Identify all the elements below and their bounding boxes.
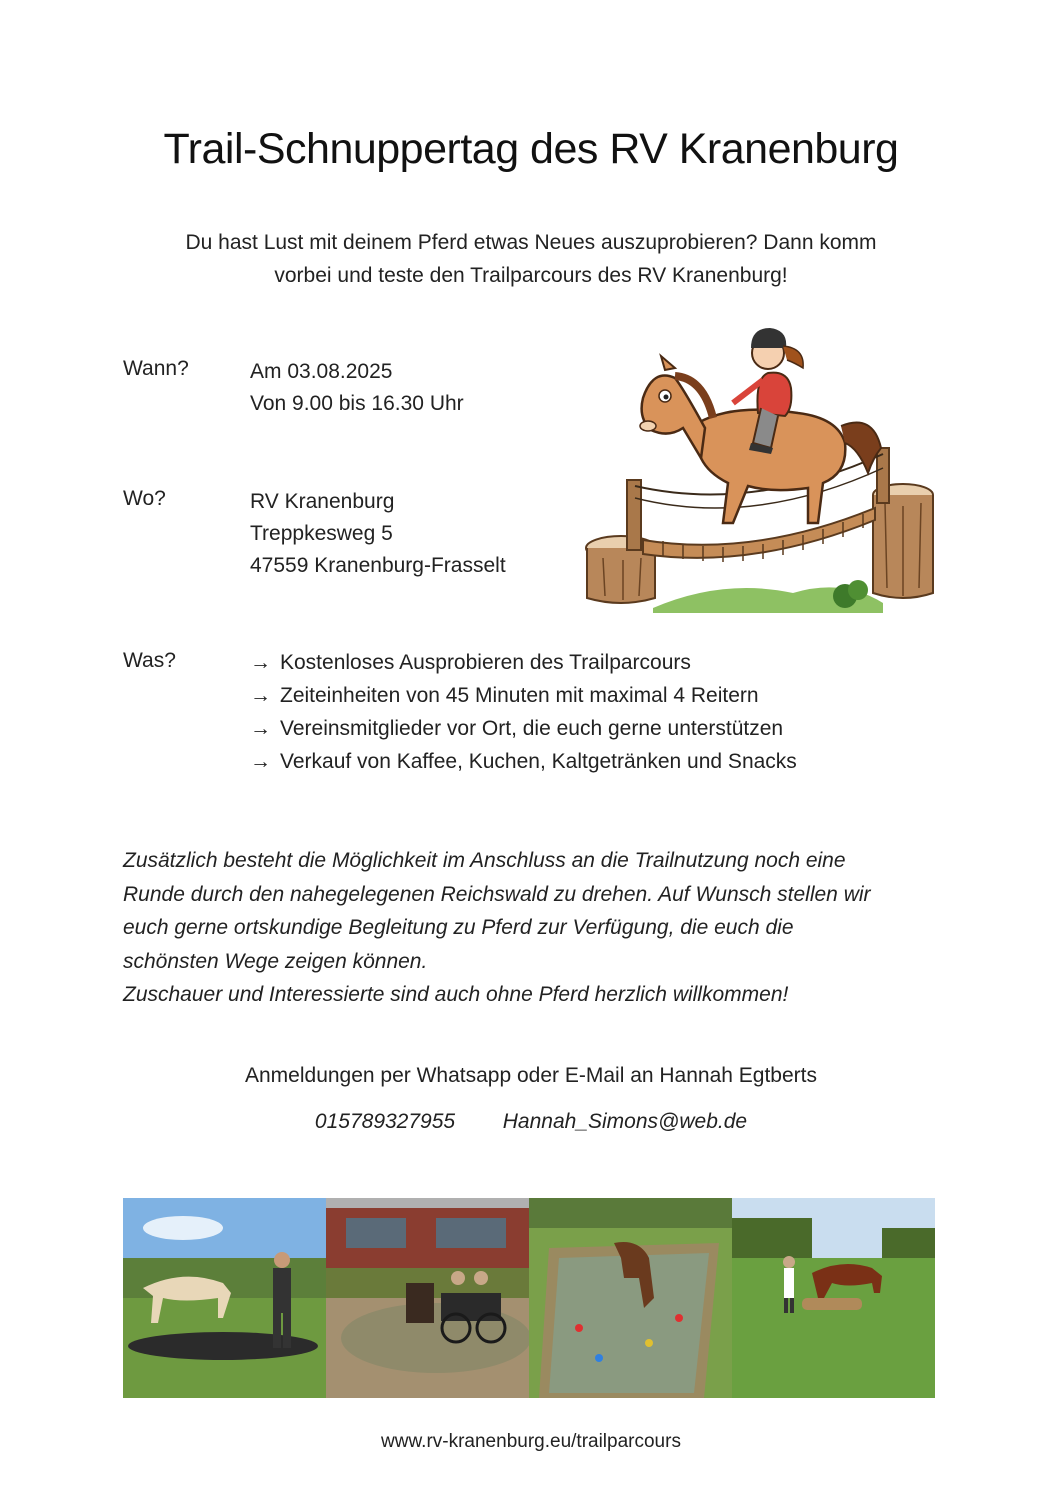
- details-line: schönsten Wege zeigen können.: [123, 949, 428, 973]
- page-title: Trail-Schnuppertag des RV Kranenburg: [163, 125, 899, 173]
- details-line: euch gerne ortskundige Begleitung zu Pferd zur Verfügung, die euch die: [123, 916, 794, 939]
- intro-line: vorbei und teste den Trailparcours des RV Kranenburg!: [274, 264, 788, 287]
- photo-horse-on-tires: [123, 1198, 326, 1398]
- details-line: Runde durch den nahegelegenen Reichswald zu drehen. Auf Wunsch stellen wir: [123, 882, 871, 906]
- was-list: [250, 646, 797, 778]
- photo-horse-in-pond: [529, 1198, 732, 1398]
- wo-info: [250, 486, 506, 582]
- date-line: Am 03.08.2025: [250, 360, 393, 383]
- venue-line: RV Kranenburg: [250, 490, 395, 513]
- website-link[interactable]: www.rv-kranenburg.eu/trailparcours: [381, 1431, 681, 1452]
- time-line: Von 9.00 bis 16.30 Uhr: [250, 392, 464, 415]
- city-line: 47559 Kranenburg-Frasselt: [250, 554, 506, 577]
- photo-strip: [123, 1198, 935, 1398]
- phone-number[interactable]: 015789327955: [314, 1110, 456, 1133]
- horse-rider-illustration: [583, 308, 935, 618]
- was-label: Was?: [123, 649, 176, 672]
- arrow-right-icon: →: [250, 684, 271, 707]
- contact-intro: Anmeldungen per Whatsapp oder E-Mail an Hannah Egtberts: [244, 1064, 817, 1087]
- wann-info: [250, 356, 464, 420]
- photo-carriage-in-water: [326, 1198, 529, 1398]
- wo-label: Wo?: [123, 487, 166, 510]
- intro-text: [120, 226, 942, 292]
- intro-line: Du hast Lust mit deinem Pferd etwas Neues auszuprobieren? Dann komm: [185, 231, 877, 254]
- email-link[interactable]: Hannah_Simons@web.de: [502, 1110, 748, 1133]
- list-item: → Zeiteinheiten von 45 Minuten mit maximal 4 Reitern: [250, 679, 797, 712]
- details-line: Zusätzlich besteht die Möglichkeit im Anschluss an die Trailnutzung noch eine: [123, 849, 846, 872]
- photo-horse-jumping-log: [732, 1198, 935, 1398]
- arrow-right-icon: →: [250, 750, 271, 773]
- arrow-right-icon: →: [250, 651, 271, 674]
- details-text: [123, 844, 943, 1012]
- details-line: Zuschauer und Interessierte sind auch ohne Pferd herzlich willkommen!: [123, 983, 789, 1006]
- contact-details: [0, 1110, 1062, 1134]
- list-item: → Verkauf von Kaffee, Kuchen, Kaltgetränken und Snacks: [250, 745, 797, 778]
- street-line: Treppkesweg 5: [250, 522, 393, 545]
- wann-label: Wann?: [123, 357, 189, 380]
- list-item: → Vereinsmitglieder vor Ort, die euch gerne unterstützen: [250, 712, 797, 745]
- arrow-right-icon: →: [250, 717, 271, 740]
- list-item: → Kostenloses Ausprobieren des Trailparcours: [250, 646, 797, 679]
